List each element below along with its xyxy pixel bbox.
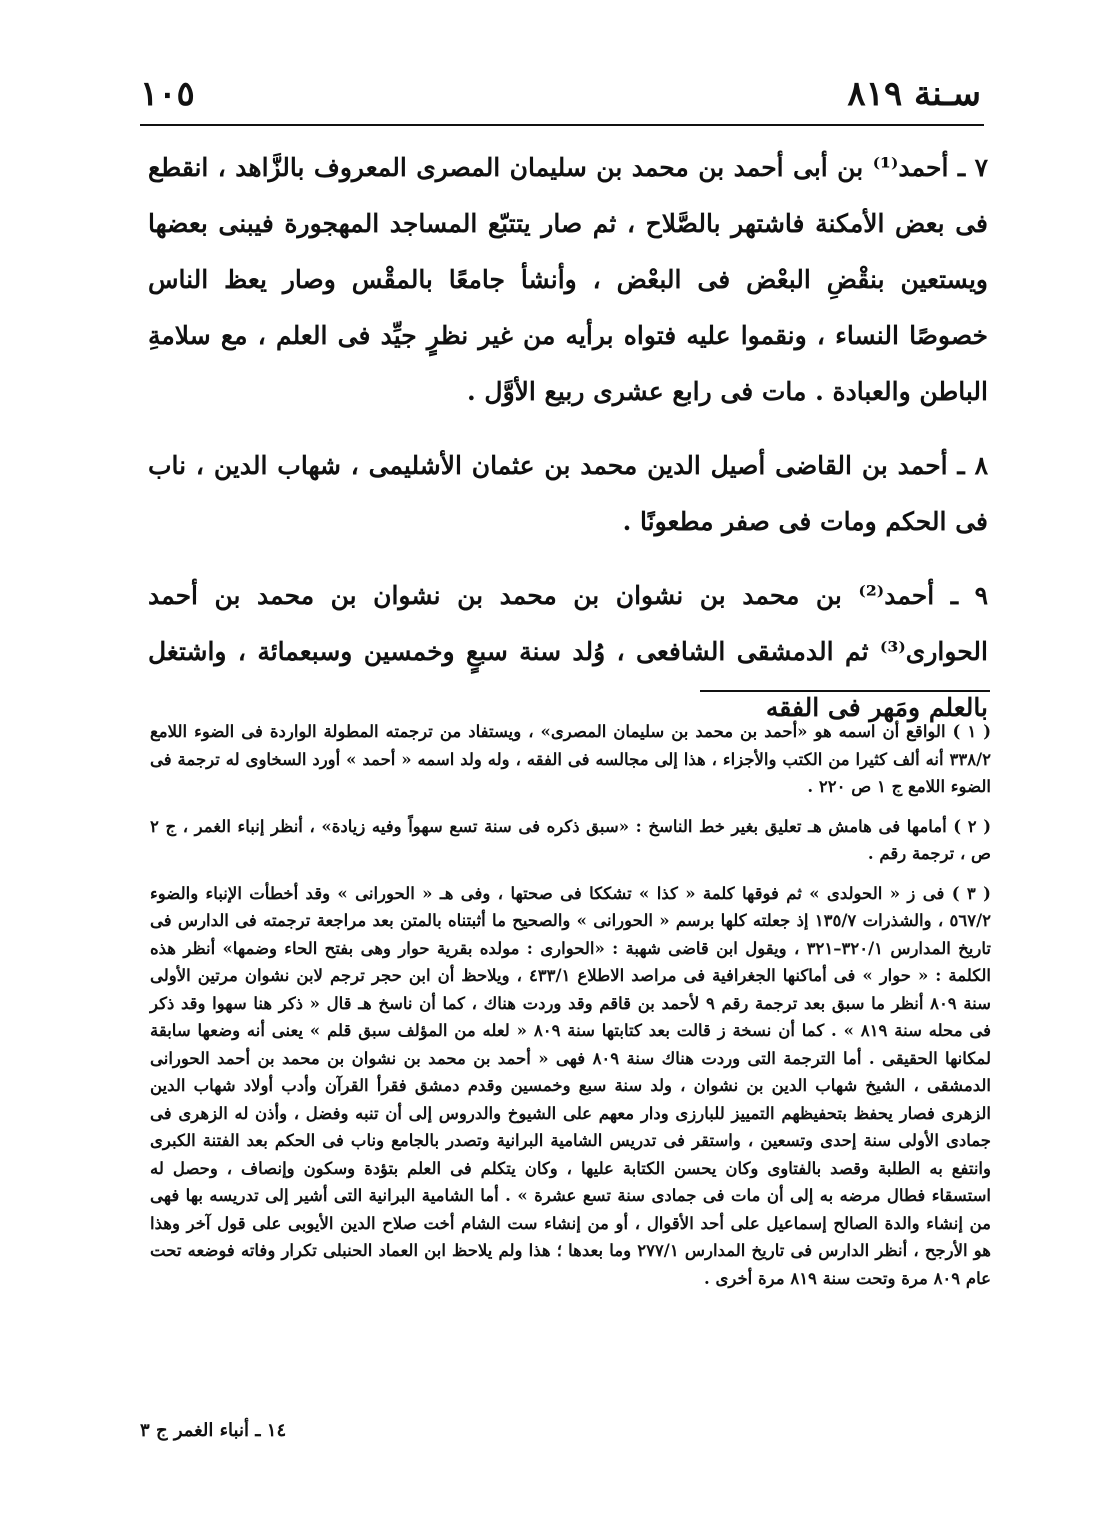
page-number: ١٠٥ bbox=[140, 74, 195, 114]
year-title: سـنة ٨١٩ bbox=[847, 74, 981, 114]
entry-9: ٩ ـ أحمد⁽²⁾ بن محمد بن نشوان بن محمد بن نشوان بن محمد بن أحمد الحوارى⁽³⁾ ثم الدمشقى الشافعى ، وُلد سنة سبعٍ وخمسين وسبعمائة ، واشتغل بالعلم ومَهر فى الفقه bbox=[148, 581, 988, 722]
footnote-1: ( ١ ) الواقع أن اسمه هو «أحمد بن محمد بن سليمان المصرى» ، ويستفاد من ترجمته المطولة الواردة فى الضوء اللامع ٣٣٨/٢ أنه ألف كثيرا من الكتب والأجزاء ، هذا إلى مجالسه فى الفقه ، وله ولد اسمه « أحمد » أورد السخاوى له ترجمة فى الضوء اللامع ج ١ ص ٢٢٠ . bbox=[150, 722, 991, 796]
header-divider bbox=[140, 124, 984, 126]
page-header bbox=[140, 68, 981, 120]
entry-8: ٨ ـ أحمد بن القاضى أصيل الدين محمد بن عثمان الأشليمى ، شهاب الدين ، ناب فى الحكم ومات فى صفر مطعونًا . bbox=[148, 451, 988, 536]
footnote-divider bbox=[700, 690, 990, 692]
footnotes bbox=[150, 718, 991, 1304]
entry-7: ٧ ـ أحمد⁽¹⁾ بن أبى أحمد بن محمد بن سليمان المصرى المعروف بالزَّاهد ، انقطع فى بعض الأمكنة فاشتهر بالصَّلاح ، ثم صار يتتبّع المساجد المهجورة فيبنى بعضها ويستعين بنقْضِ البعْض فى البعْض ، وأنشأ جامعًا بالمقْس وصار يعظ الناس خصوصًا النساء ، ونقموا عليه فتواه برأيه من غير نظرٍ جيِّد فى العلم ، مع سلامةِ الباطن والعبادة . مات فى رابع عشرى ربيع الأوَّل . bbox=[148, 153, 989, 406]
footnote-2: ( ٢ ) أمامها فى هامش هـ تعليق بغير خط الناسخ : «سبق ذكره فى سنة تسع سهواً وفيه زيادة» ، أنظر إنباء الغمر ، ج ٢ ص ، ترجمة رقم . bbox=[150, 816, 991, 863]
main-text bbox=[148, 140, 988, 754]
signature-mark: ١٤ ـ أنباء الغمر ج ٣ bbox=[140, 1420, 287, 1441]
footnote-3: ( ٣ ) فى ز « الحولدى » ثم فوقها كلمة « كذا » تشككا فى صحتها ، وفى هـ « الحورانى » وقد أخطأت الإنباء والضوء ٥٦٧/٢ ، والشذرات ١٣٥/٧ إذ جعلته كلها برسم « الحورانى » والصحيح ما أثبتناه بالمتن بعد مراجعة ترجمته فى الدارس فى تاريخ المدارس ٣٢٠/١–٣٢١ ، ويقول ابن قاضى شهبة : «الحوارى : مولده بقرية حوار وهى بفتح الحاء وضمها» أنظر هذه الكلمة : « حوار » فى أماكنها الجغرافية فى مراصد الاطلاع ٤٣٣/١ ، ويلاحظ أن ابن حجر ترجم لابن نشوان مرتين الأولى سنة ٨٠٩ أنظر ما سبق بعد ترجمة رقم ٩ لأحمد بن قاقم وقد وردت هناك ، كما أن ناسخ هـ قال « ذكر هنا سهوا وقد ذكر فى محله سنة ٨١٩ » . كما أن نسخة ز قالت بعد كتابتها سنة ٨٠٩ « لعله من المؤلف سبق قلم » يعنى أنه وضعها سابقة لمكانها الحقيقى . أما الترجمة التى وردت هناك سنة ٨٠٩ فهى « أحمد بن محمد بن نشوان بن محمد بن أحمد الحورانى الدمشقى ، الشيخ شهاب الدين بن نشوان ، ولد سنة سبع وخمسين وقدم دمشق فقرأ القرآن وأدب أولاد شهاب الدين الزهرى فصار يحفظ بتحفيظهم التمييز للبارزى ودار معهم على الشيوخ والدروس إلى أن تنبه وفضل ، وأذن له الزهرى فى جمادى الأولى سنة إحدى وتسعين ، واستقر فى تدريس الشامية البرانية وتصدر بالجامع وناب فى الحكم بعد الفتنة الكبرى وانتفع به الطلبة وقصد بالفتاوى وكان يحسن الكتابة عليها ، وكان يتكلم فى العلم بتؤدة وسكون وإنصاف ، وحصل له استسقاء فطال مرضه به إلى أن مات فى جمادى سنة تسع عشرة » . أما الشامية البرانية التى أشير إلى تدريسه بها فهى من إنشاء والدة الصالح إسماعيل على أحد الأقوال ، أو من إنشاء ست الشام أخت صلاح الدين الأيوبى على قول آخر وهذا هو الأرجح ، أنظر الدارس فى تاريخ المدارس ٢٧٧/١ وما بعدها ؛ هذا ولم يلاحظ ابن العماد الحنبلى تكرار وفاته فوضعه تحت عام ٨٠٩ مرة وتحت سنة ٨١٩ مرة أخرى . bbox=[150, 883, 992, 1288]
